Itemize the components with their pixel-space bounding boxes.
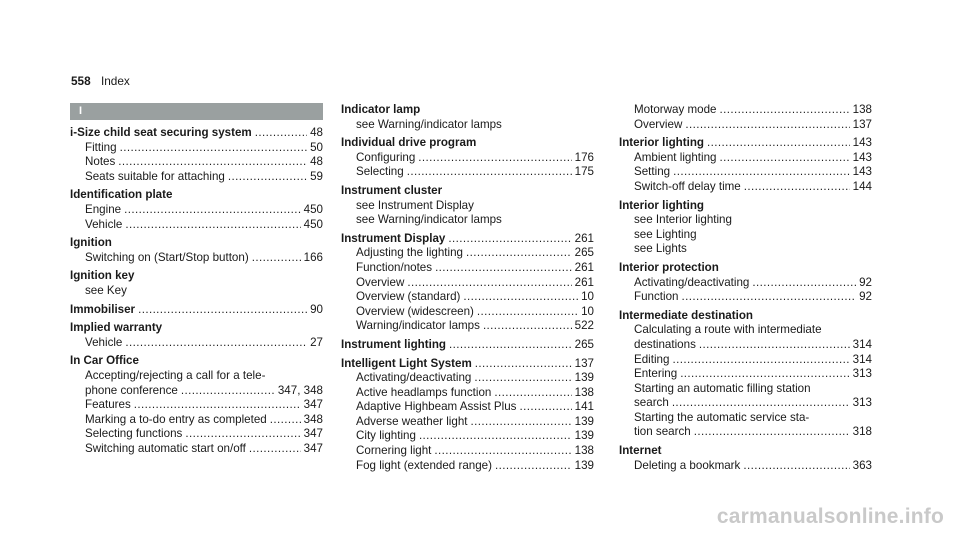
- dot-leader: [407, 276, 571, 291]
- page-reference[interactable]: 10: [581, 290, 594, 304]
- page-reference[interactable]: 27: [310, 335, 323, 349]
- subentry-text: City lighting: [356, 429, 416, 443]
- index-subentry: [70, 442, 323, 457]
- heading-text: Intermediate destination: [619, 308, 753, 322]
- subentry-text: Function/notes: [356, 260, 433, 274]
- page-reference[interactable]: 48: [310, 155, 323, 169]
- index-subentry: [70, 413, 323, 428]
- subentry-text: Configuring: [356, 150, 416, 164]
- subentry-text: Overview: [634, 117, 683, 131]
- dot-leader: [435, 261, 572, 276]
- heading-text: Identification plate: [70, 188, 173, 202]
- dot-leader: [449, 338, 572, 353]
- dot-leader: [720, 151, 850, 166]
- index-subentry: [619, 459, 872, 474]
- dot-leader: [434, 444, 571, 459]
- index-entry: [619, 103, 872, 132]
- page-reference[interactable]: 347: [303, 441, 323, 455]
- subentry-text: Notes: [85, 155, 116, 169]
- index-column-2: [341, 103, 594, 477]
- dot-leader: [672, 396, 850, 411]
- index-entry: [70, 354, 323, 456]
- heading-text: Interior lighting: [619, 198, 705, 212]
- dot-leader: [181, 384, 275, 399]
- heading-text: Indicator lamp: [341, 103, 421, 116]
- page-reference[interactable]: 139: [574, 371, 594, 385]
- index-subentry: [70, 170, 323, 185]
- subentry-text: Starting an automatic filling station: [634, 381, 811, 395]
- page-reference[interactable]: 347: [303, 398, 323, 412]
- subentry-text: Overview: [356, 275, 405, 289]
- subentry-text: Ambient lighting: [634, 150, 717, 164]
- subentry-text: Setting: [634, 165, 671, 179]
- dot-leader: [252, 251, 301, 266]
- index-heading: [70, 321, 323, 336]
- index-entry: [341, 232, 594, 334]
- page-reference[interactable]: 92: [859, 290, 872, 304]
- heading-text: Internet: [619, 444, 662, 458]
- subentry-text: Selecting functions: [85, 427, 183, 441]
- dot-leader: [477, 305, 578, 320]
- dot-leader: [463, 290, 578, 305]
- index-entry: [341, 136, 594, 180]
- subentry-text: Adaptive Highbeam Assist Plus: [356, 400, 517, 414]
- dot-leader: [228, 170, 307, 185]
- index-subentry: [341, 165, 594, 180]
- dot-leader: [255, 126, 307, 141]
- subentry-text: Function: [634, 290, 679, 304]
- page-reference[interactable]: 318: [852, 425, 872, 439]
- index-heading: [70, 354, 323, 369]
- page-reference[interactable]: 176: [574, 150, 594, 164]
- index-subentry: [341, 415, 594, 430]
- index-subentry: [341, 151, 594, 166]
- index-subentry: [619, 118, 872, 133]
- index-subentry: [341, 429, 594, 444]
- index-subentry: [619, 103, 872, 118]
- page-reference[interactable]: 450: [303, 202, 323, 216]
- subentry-text: Starting the automatic service sta-: [634, 410, 810, 424]
- subentry-text: Switching automatic start on/off: [85, 441, 246, 455]
- dot-leader: [743, 459, 849, 474]
- index-heading: [70, 269, 323, 284]
- subentry-text: Adjusting the lighting: [356, 246, 463, 260]
- subentry-text: destinations: [634, 337, 696, 351]
- page-reference[interactable]: 348: [303, 412, 323, 426]
- dot-leader: [185, 427, 300, 442]
- heading-text: Intelligent Light System: [341, 356, 472, 370]
- dot-leader: [120, 141, 308, 156]
- dot-leader: [685, 118, 849, 133]
- heading-text: Instrument Display: [341, 231, 446, 245]
- heading-text: In Car Office: [70, 354, 139, 368]
- dot-leader: [707, 136, 850, 151]
- dot-leader: [673, 165, 850, 180]
- subentry-text: Vehicle: [85, 335, 123, 349]
- index-entry: [619, 136, 872, 194]
- index-subentry: [341, 305, 594, 320]
- page-reference[interactable]: 522: [574, 319, 594, 333]
- index-entry: [70, 126, 323, 184]
- dot-leader: [134, 398, 301, 413]
- page-reference[interactable]: 138: [852, 103, 872, 116]
- dot-leader: [494, 386, 571, 401]
- subentry-text: phone conference: [85, 383, 178, 397]
- index-subentry: [619, 180, 872, 195]
- index-entry: [341, 357, 594, 474]
- page-reference[interactable]: 313: [852, 367, 872, 381]
- dot-leader: [125, 218, 300, 233]
- dot-leader: [672, 353, 849, 368]
- heading-text: Implied warranty: [70, 321, 163, 335]
- index-subentry: [341, 459, 594, 474]
- subentry-text: search: [634, 396, 669, 410]
- dot-leader: [744, 180, 850, 195]
- page-reference[interactable]: 139: [574, 429, 594, 443]
- dot-leader: [138, 303, 307, 318]
- subentry-text: Motorway mode: [634, 103, 717, 116]
- dot-leader: [519, 400, 571, 415]
- index-subentry: [70, 203, 323, 218]
- subentry-text: see Instrument Display: [356, 198, 474, 212]
- index-heading: [70, 236, 323, 251]
- index-subentry: [341, 444, 594, 459]
- page-reference[interactable]: 261: [574, 260, 594, 274]
- index-entry: [70, 269, 323, 298]
- subentry-text: Engine: [85, 202, 122, 216]
- page-reference[interactable]: 92: [859, 275, 872, 289]
- heading-text: Ignition key: [70, 269, 135, 283]
- heading-text: Instrument lighting: [341, 337, 446, 351]
- page-reference[interactable]: 265: [574, 337, 594, 351]
- index-heading: [341, 103, 594, 118]
- page-number: 558: [71, 74, 91, 88]
- index-subentry: [341, 400, 594, 415]
- page-reference[interactable]: 139: [574, 414, 594, 428]
- subentry-text: see Key: [85, 283, 127, 297]
- page-reference[interactable]: 143: [852, 150, 872, 164]
- subentry-text: see Warning/indicator lamps: [356, 117, 502, 131]
- page-reference[interactable]: 50: [310, 140, 323, 154]
- dot-leader: [495, 459, 572, 474]
- index-subentry: [70, 251, 323, 266]
- page-reference[interactable]: 143: [852, 165, 872, 179]
- index-column-3: [619, 103, 872, 477]
- page-reference[interactable]: 137: [852, 117, 872, 131]
- dot-leader: [249, 442, 301, 457]
- page-reference[interactable]: 347, 348: [277, 383, 323, 397]
- index-heading: [70, 126, 323, 141]
- heading-text: i-Size child seat securing system: [70, 126, 252, 139]
- page-reference[interactable]: 166: [303, 250, 323, 264]
- index-subentry: [70, 427, 323, 442]
- index-subentry: [619, 396, 872, 411]
- page-reference[interactable]: 261: [574, 275, 594, 289]
- page-reference[interactable]: 144: [852, 179, 872, 193]
- watermark: carmanualsonline.info: [716, 505, 944, 528]
- index-subentry: [70, 218, 323, 233]
- index-subentry: [341, 199, 594, 214]
- index-entry: [619, 309, 872, 440]
- dot-leader: [483, 319, 572, 334]
- subentry-text: Marking a to-do entry as completed: [85, 412, 267, 426]
- dot-leader: [471, 415, 572, 430]
- subentry-text: Activating/deactivating: [356, 371, 472, 385]
- subentry-text: Editing: [634, 352, 670, 366]
- heading-text: Instrument cluster: [341, 183, 443, 197]
- dot-leader: [270, 413, 301, 428]
- index-subentry: [341, 290, 594, 305]
- page-reference[interactable]: 261: [574, 231, 594, 245]
- page-reference[interactable]: 137: [574, 356, 594, 370]
- index-subentry: [619, 382, 872, 397]
- subentry-text: Activating/deactivating: [634, 275, 750, 289]
- dot-leader: [124, 203, 301, 218]
- index-subentry: [619, 228, 872, 243]
- subentry-text: Warning/indicator lamps: [356, 319, 480, 333]
- heading-text: Individual drive program: [341, 136, 477, 150]
- dot-leader: [419, 429, 572, 444]
- heading-text: Interior lighting: [619, 136, 705, 150]
- dot-leader: [752, 276, 856, 291]
- index-subentry: [619, 425, 872, 440]
- subentry-text: see Interior lighting: [634, 213, 732, 227]
- dot-leader: [699, 338, 850, 353]
- index-heading: [70, 188, 323, 203]
- index-subentry: [70, 369, 323, 384]
- heading-text: Interior protection: [619, 260, 719, 274]
- index-subentry: [619, 276, 872, 291]
- index-subentry: [341, 213, 594, 228]
- page-reference[interactable]: 143: [852, 136, 872, 150]
- subentry-text: see Warning/indicator lamps: [356, 213, 502, 227]
- index-subentry: [70, 336, 323, 351]
- subentry-text: Overview (standard): [356, 290, 461, 304]
- heading-text: Immobiliser: [70, 302, 136, 316]
- subentry-text: Fog light (extended range): [356, 458, 492, 472]
- dot-leader: [680, 367, 849, 382]
- page-reference[interactable]: 347: [303, 427, 323, 441]
- index-entry: [70, 188, 323, 232]
- index-subentry: [619, 242, 872, 257]
- index-entry: [341, 338, 594, 353]
- subentry-text: Vehicle: [85, 217, 123, 231]
- index-subentry: [619, 151, 872, 166]
- page-title: Index: [100, 74, 130, 88]
- dot-leader: [475, 357, 572, 372]
- index-subentry: [619, 165, 872, 180]
- index-subentry: [619, 290, 872, 305]
- index-subentry: [619, 367, 872, 382]
- dot-leader: [125, 336, 307, 351]
- index-subentry: [341, 371, 594, 386]
- index-subentry: [619, 353, 872, 368]
- index-subentry: [70, 155, 323, 170]
- index-subentry: [341, 246, 594, 261]
- dot-leader: [719, 103, 849, 118]
- index-heading: [619, 309, 872, 324]
- page-reference[interactable]: 59: [310, 169, 323, 183]
- index-entry: [619, 261, 872, 305]
- subentry-text: Cornering light: [356, 444, 432, 458]
- index-subentry: [341, 261, 594, 276]
- page-header: [71, 74, 130, 88]
- index-heading: [341, 338, 594, 353]
- subentry-text: Overview (widescreen): [356, 304, 474, 318]
- page-reference[interactable]: 450: [303, 217, 323, 231]
- index-heading: [619, 136, 872, 151]
- index-entry: [619, 199, 872, 257]
- index-subentry: [341, 386, 594, 401]
- index-heading: [341, 136, 594, 151]
- dot-leader: [418, 151, 571, 166]
- index-subentry: [70, 384, 323, 399]
- subentry-text: Deleting a bookmark: [634, 458, 741, 472]
- heading-text: Ignition: [70, 236, 112, 250]
- index-heading: [70, 303, 323, 318]
- index-subentry: [619, 213, 872, 228]
- page-reference[interactable]: 138: [574, 385, 594, 399]
- index-heading: [341, 184, 594, 199]
- subentry-text: Entering: [634, 367, 678, 381]
- index-heading: [619, 199, 872, 214]
- subentry-text: Switch-off delay time: [634, 179, 741, 193]
- subentry-text: Selecting: [356, 165, 404, 179]
- index-entry: [619, 444, 872, 473]
- page-reference[interactable]: 313: [852, 396, 872, 410]
- index-entry: [341, 103, 594, 132]
- subentry-text: see Lights: [634, 242, 687, 256]
- page-reference[interactable]: 141: [574, 400, 594, 414]
- index-subentry: [70, 141, 323, 156]
- page-reference[interactable]: 138: [574, 444, 594, 458]
- subentry-text: Adverse weather light: [356, 414, 468, 428]
- page-reference[interactable]: 175: [574, 165, 594, 179]
- subentry-text: see Lighting: [634, 227, 697, 241]
- index-subentry: [70, 398, 323, 413]
- index-entry: [70, 321, 323, 350]
- page-reference[interactable]: 90: [310, 302, 323, 316]
- subentry-text: Accepting/rejecting a call for a tele-: [85, 368, 266, 382]
- page-reference[interactable]: 10: [581, 304, 594, 318]
- page-reference[interactable]: 314: [852, 337, 872, 351]
- index-subentry: [619, 323, 872, 338]
- subentry-text: Fitting: [85, 140, 117, 154]
- subentry-text: Features: [85, 398, 131, 412]
- dot-leader: [118, 155, 307, 170]
- index-column-1: [70, 103, 323, 460]
- dot-leader: [407, 165, 572, 180]
- section-letter-bar: I: [70, 103, 323, 120]
- index-subentry: [341, 276, 594, 291]
- dot-leader: [474, 371, 571, 386]
- page-reference[interactable]: 363: [852, 458, 872, 472]
- index-subentry: [619, 338, 872, 353]
- index-heading: [619, 261, 872, 276]
- index-subentry: [619, 411, 872, 426]
- page-reference[interactable]: 48: [310, 126, 323, 139]
- index-subentry: [341, 319, 594, 334]
- index-entry: [341, 184, 594, 228]
- subentry-text: Active headlamps function: [356, 385, 492, 399]
- page-reference[interactable]: 265: [574, 246, 594, 260]
- index-subentry: [70, 284, 323, 299]
- index-entry: [70, 236, 323, 265]
- dot-leader: [448, 232, 571, 247]
- index-subentry: [341, 118, 594, 133]
- index-heading: [341, 357, 594, 372]
- dot-leader: [466, 246, 572, 261]
- index-heading: [619, 444, 872, 459]
- index-entry: [70, 303, 323, 318]
- subentry-text: Seats suitable for attaching: [85, 169, 225, 183]
- dot-leader: [681, 290, 856, 305]
- page-reference[interactable]: 139: [574, 458, 594, 472]
- subentry-text: tion search: [634, 425, 691, 439]
- index-heading: [341, 232, 594, 247]
- page-reference[interactable]: 314: [852, 352, 872, 366]
- subentry-text: Switching on (Start/Stop button): [85, 250, 249, 264]
- dot-leader: [694, 425, 850, 440]
- subentry-text: Calculating a route with intermediate: [634, 323, 822, 337]
